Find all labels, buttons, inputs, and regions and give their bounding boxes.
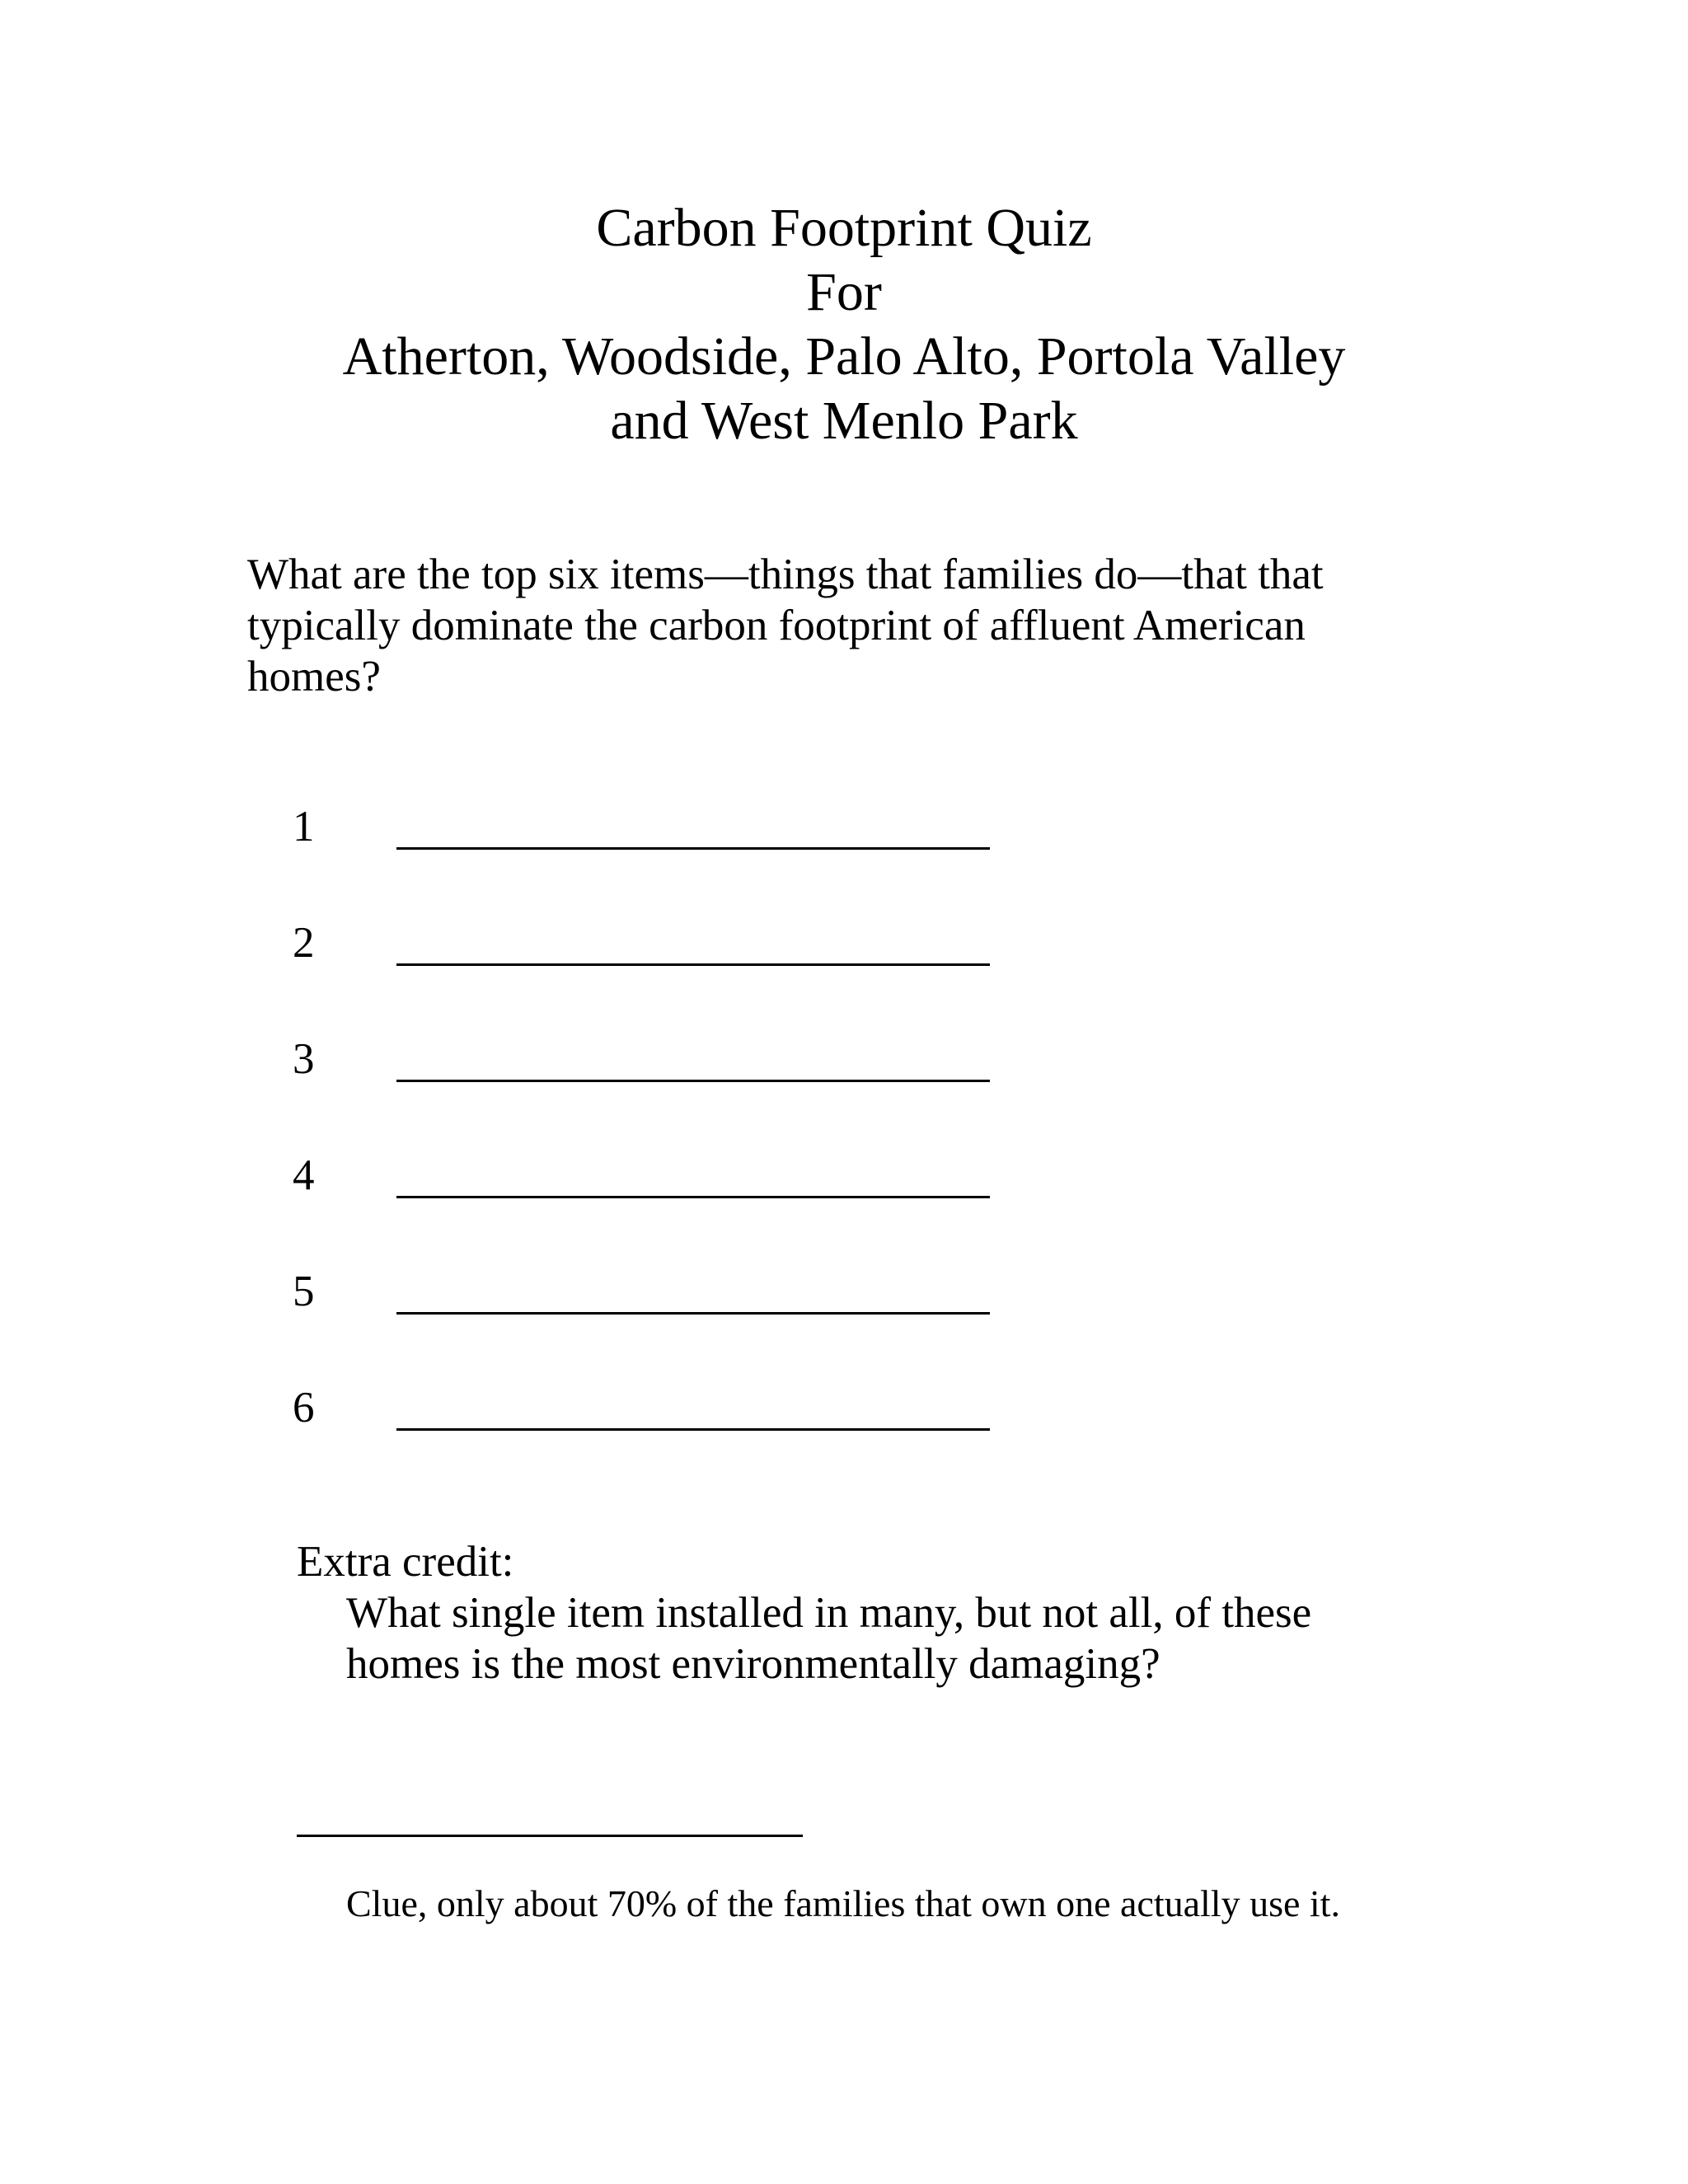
answer-row-5 bbox=[293, 1266, 1034, 1324]
answer-blank-line[interactable] bbox=[396, 1312, 990, 1315]
answer-number: 6 bbox=[293, 1384, 315, 1432]
main-question: What are the top six items—things that families do—that that typically dominate the carbon footprint of affluent American homes? bbox=[247, 551, 1324, 701]
answer-number: 3 bbox=[293, 1035, 315, 1083]
extra-credit-label: Extra credit: bbox=[297, 1538, 514, 1586]
answer-row-4 bbox=[293, 1150, 1034, 1207]
answer-row-1 bbox=[293, 801, 1034, 859]
title-line-2: For bbox=[806, 262, 882, 322]
answer-row-2 bbox=[293, 917, 1034, 975]
clue-text: Clue, only about 70% of the families that own one actually use it. bbox=[346, 1882, 1340, 1924]
answer-number: 1 bbox=[293, 803, 315, 851]
answer-number: 2 bbox=[293, 919, 315, 967]
title-line-3: Atherton, Woodside, Palo Alto, Portola Valley bbox=[342, 326, 1346, 387]
answer-row-3 bbox=[293, 1033, 1034, 1091]
answer-row-6 bbox=[293, 1382, 1034, 1440]
answer-number: 5 bbox=[293, 1268, 315, 1315]
answer-blank-line[interactable] bbox=[396, 847, 990, 850]
title-line-1: Carbon Footprint Quiz bbox=[596, 198, 1092, 258]
title-line-4: and West Menlo Park bbox=[610, 391, 1078, 451]
answer-number: 4 bbox=[293, 1151, 315, 1199]
extra-credit-blank-line[interactable] bbox=[297, 1835, 803, 1837]
answer-blank-line[interactable] bbox=[396, 963, 990, 966]
answer-blank-line[interactable] bbox=[396, 1196, 990, 1198]
answer-blank-line[interactable] bbox=[396, 1080, 990, 1082]
answer-blank-line[interactable] bbox=[396, 1428, 990, 1431]
extra-credit-question: What single item installed in many, but not all, of these homes is the most environmentally damaging? bbox=[346, 1589, 1312, 1688]
